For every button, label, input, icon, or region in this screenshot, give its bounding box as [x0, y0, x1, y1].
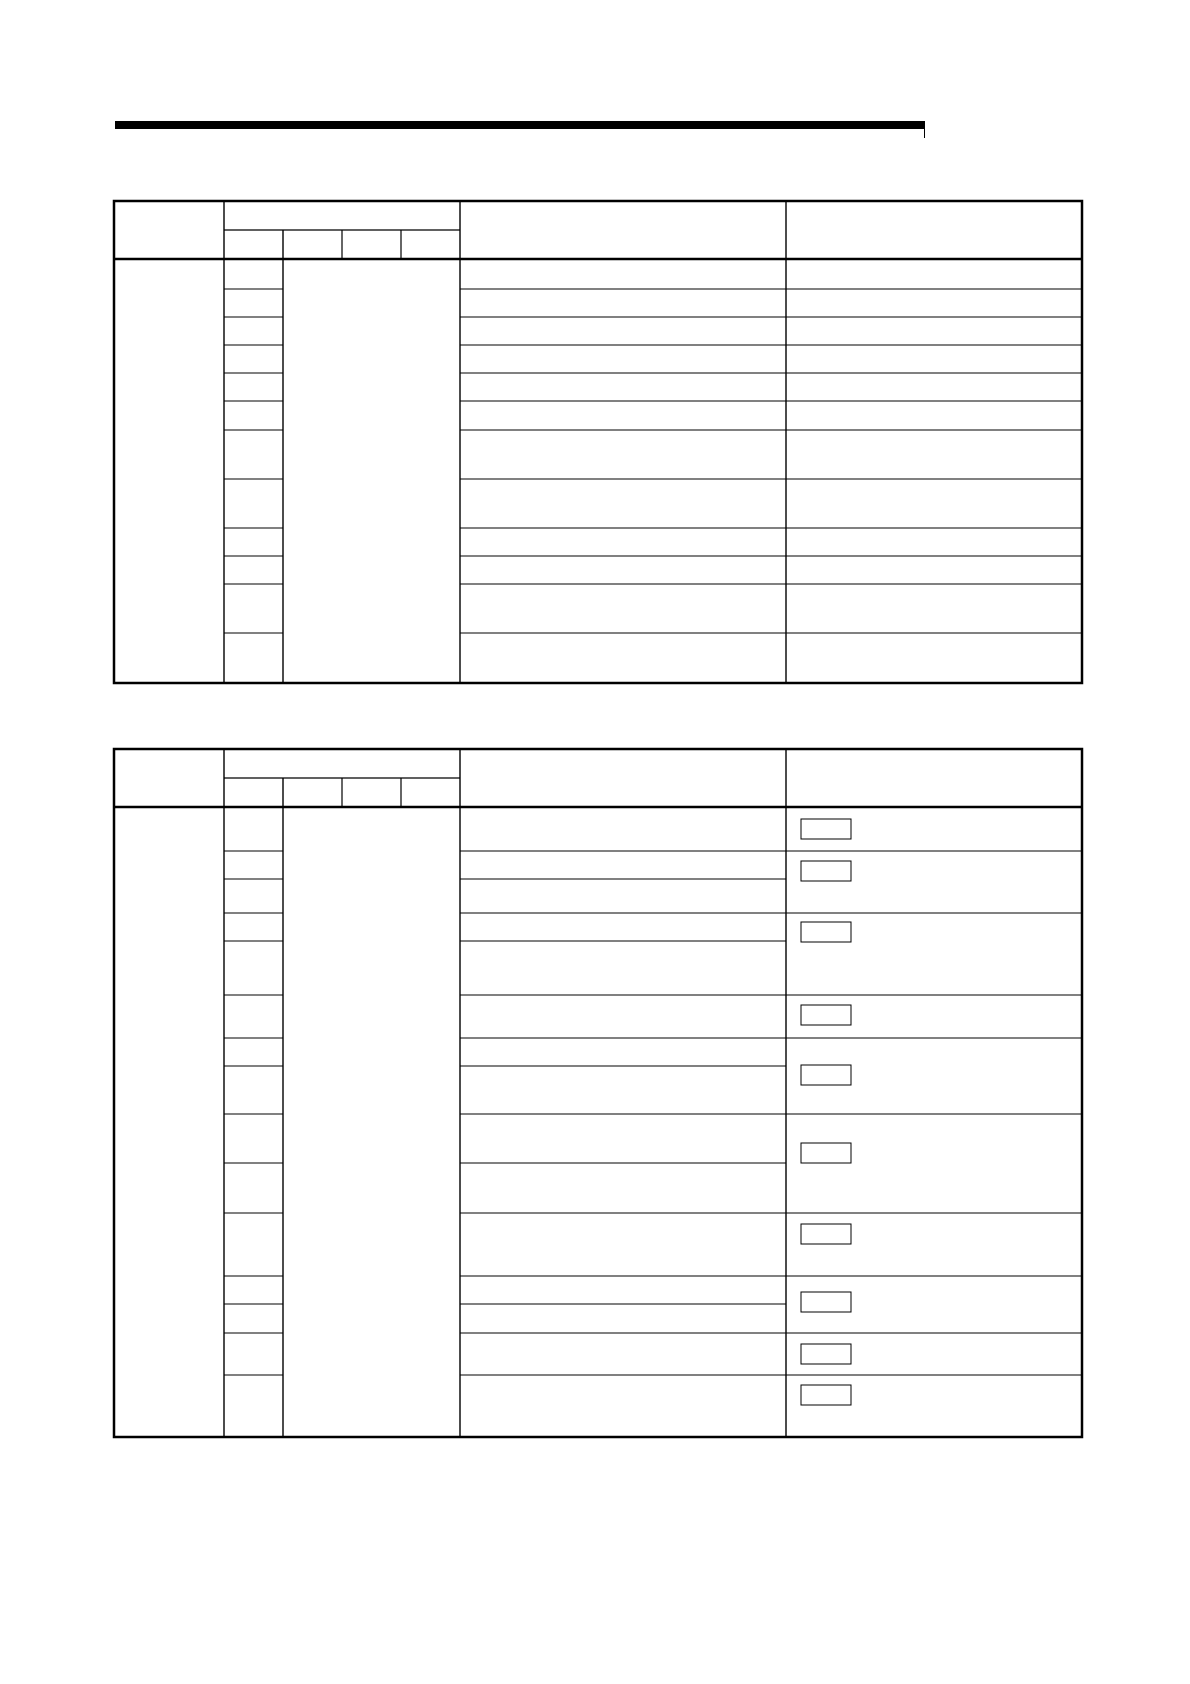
table-1-frame	[114, 201, 1082, 683]
table-2-reference-box-6	[801, 1143, 851, 1163]
table-2-reference-box-4	[801, 1005, 851, 1025]
table-2-frame	[114, 749, 1082, 1437]
table-2-reference-box-2	[801, 861, 851, 881]
table-2-reference-box-5	[801, 1065, 851, 1085]
table-2-reference-box-1	[801, 819, 851, 839]
table-2-reference-box-10	[801, 1385, 851, 1405]
header-rule	[115, 121, 925, 129]
table-2-reference-box-8	[801, 1292, 851, 1312]
table-2-reference-box-3	[801, 922, 851, 942]
table-2-reference-box-7	[801, 1224, 851, 1244]
table-2-reference-box-9	[801, 1344, 851, 1364]
